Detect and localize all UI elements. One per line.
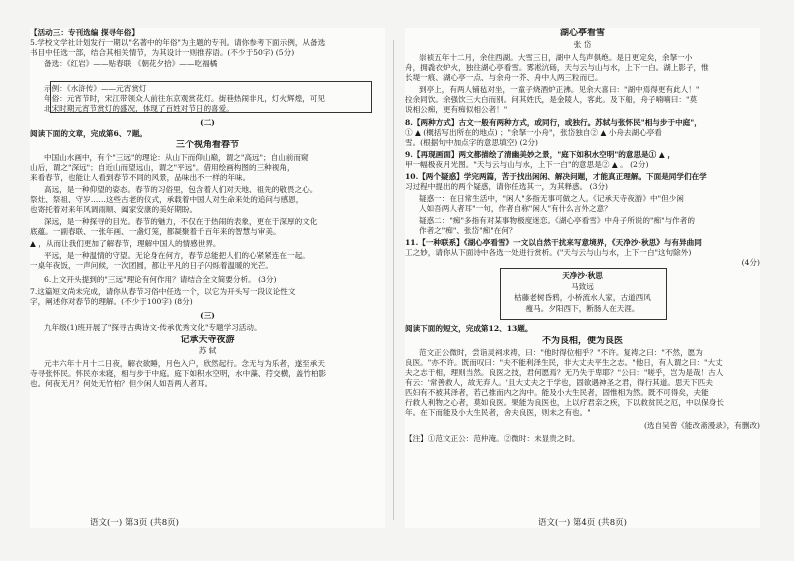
right-line: (选自吴曾《能改斋漫录》，有删改) [643,421,760,430]
left-line: 苏 轼 [198,346,217,355]
left-line: 书目中任选一部，结合其相关情节，为其设计一则推荐语。(不少于50字) (5分) [30,48,295,57]
left-line: 深远，是一种探寻的目光。春节的魅力，不仅在于热闹的表象，更在于深厚的文化 [44,217,318,226]
left-line: (二) [200,118,215,127]
left-line: 一桌年夜饭，一声问候，一次团圆，都让平凡的日子闪烁着温暖的光芒。 [30,261,273,270]
right-line: 良医。"亦不许。既而叹曰："夫不能利泽生民，非大丈夫平生之志。"他日，有人谓之曰："大丈 [405,358,723,367]
right-line: 有云：'常善救人，故无弃人。'且大丈夫之于学也，固欲遇神圣之君，得行其道。思天下匹夫 [405,378,713,387]
right-line: 夫之志于相，理则当然。良医之技，君何愿焉？无乃失于卑耶？"公曰："嗟乎，岂为是哉！古人 [405,368,724,377]
right-line: ① ▲ (概括写出所在的地点) ；"余拏一小舟"，张岱独自② ▲ 小舟去湖心亭看 [405,128,662,137]
left-line: 山后，谓之"深远"；自近山而望远山，谓之"平远"。借用绘画构图的三种视角， [30,163,295,172]
left-line: 中国山水画中，有个"三远"的理论：从山下而仰山巅，谓之"高远"；自山前而窥 [44,153,309,162]
left-line: 九年级(1)班开展了"探寻古典诗文·传承优秀文化"专题学习活动。 [44,323,262,332]
right-line: 工之妙，请你从下面诗中各选一处进行赏析。("天与云与山与水，上下一白"这句除外) [405,248,692,257]
right-line: 匹妇有不被其泽者，若己推而内之沟中。能及小大生民者，固惟相为然。既不可得矣，夫能 [405,388,709,397]
left-line: 字，阐述你对春节的理解。(不少于100字) (8分) [30,297,193,306]
right-line: 天净沙·秋思 [562,271,603,280]
right-line: 到亭上，有两人铺毡对坐，一童子烧酒炉正沸。见余大喜曰："湖中焉得更有此人！" [419,85,700,94]
right-line: 舟，拥毳衣炉火，独往湖心亭看雪。雾凇沆砀，天与云与山与水，上下一白。湖上影子，惟 [405,63,709,72]
right-line: 人如吾两人者耳"一句，作者自称"闲人"有什么言外之意？ [419,204,612,213]
right-line: 习过程中提出的两个疑惑，请你任选其一，为其释惑。 (3分) [405,182,609,191]
right-line: 作者之"痴"、张岱"痴"在何？ [419,226,517,235]
left-line: 【活动三：专刊选编 探寻年俗】 [30,28,139,37]
right-line: 甲一幅极夜月光图。"天与云与山与水，上下一白"的意思是② ▲ 。 (2分) [405,160,649,169]
right-line: 8.【两种方式】古文一般有两种方式，或同行，或独行。苏轼与张怀民"相与步于中庭"， [405,118,702,127]
right-line: 不为良相，便为良医 [541,336,623,346]
exam-page-4 [405,28,760,528]
left-line: 记承天寺夜游 [180,335,235,345]
right-line: 崇祯五年十二月，余住西湖。大雪三日，湖中人鸟声俱绝。是日更定矣，余拏一小 [419,53,693,62]
right-line: 湖心亭看雪 [559,28,605,38]
poem-box [500,268,667,320]
right-line: 11.【一种联系】《湖心亭看雪》一文以自然干扰来写意境界，《天净沙·秋思》与有异曲同 [405,238,702,247]
right-line: 枯藤老树昏鸦，小桥流水人家，古道西风 [514,293,651,302]
right-line: (4分) [741,258,760,267]
right-line: 9.【再现画面】两文都描绘了清幽美妙之景，"庭下如积水空明"的意思是① ▲ ， [405,150,675,159]
page-footer: 语文(一) 第3页 (共8页) [90,518,179,528]
left-line: 北宋时期元宵节赏灯的盛况，体现了百姓对节日的喜爱。 [44,104,234,113]
right-line: 说相公痴，更有痴似相公者！" [405,105,508,114]
right-line: 瘦马。夕阳西下，断肠人在天涯。 [525,304,640,313]
right-line: 【注】①范文正公：范仲淹。②微时：未显贵之时。 [405,434,580,443]
right-line: 疑惑二："痴"多指有对某事物极度迷恋。《湖心亭看雪》中舟子所说的"痴"与作者的 [419,216,695,225]
left-line: 来看春节，也能让人看到春节不同的风景，品味出不一样的年味。 [30,173,251,182]
left-line: 底蕴。一副春联、一张年画、一盏灯笼，都凝聚着千百年来的智慧与审美。 [30,227,281,236]
page-divider [393,40,394,520]
right-line: 阅读下面的短文，完成第12、13题。 [405,324,533,333]
left-line: 5.学校文学社计划发行一期以"名著中的年俗"为主题的专刊。请你参考下面示例，从备选 [30,38,326,47]
right-line: 马致远 [571,282,594,291]
left-line: 备选：《红岩》——贴春联 《朝花夕拾》——吃福橘 [44,59,218,68]
left-line: 平远，是一种温情的守望。无论身在何方，春节总能把人们的心紧紧连在一起。 [44,251,310,260]
right-line: 10.【两个疑惑】学完两篇，苦于找出闲闲、解决问题，才能真正理解。下面是同学们在学 [405,172,707,181]
left-line: 元丰六年十月十二日夜，解衣欲睡，月色入户，欣然起行。念无与为乐者，遂至承天 [44,359,325,368]
left-line: (三) [200,311,215,320]
page-footer: 语文(一) 第4页 (共8页) [538,518,627,528]
left-line: 阅读下面的文章，完成第6、7题。 [30,129,147,138]
left-line: 也寄托着对来年风调雨顺、阖家安康的美好期盼。 [30,205,198,214]
left-line: ▲ ，从而让我们更加了解春节，理解中国人的情感世界。 [30,239,221,248]
left-line: 三个视角看春节 [175,140,239,150]
left-line: 6.上文开头提到的"三远"理论有何作用？请结合全文简要分析。 (3分) [44,275,277,284]
left-line: 寺寻张怀民。怀民亦未寝，相与步于中庭。庭下如积水空明，水中藻、荇交横，盖竹柏影 [30,369,327,378]
right-line: 范文正公微时，尝诣灵祠求祷，曰："他时得位相乎？"不许。复祷之曰："不然，愿为 [419,348,703,357]
left-line: 高远，是一种仰望的姿态。春节的习俗里，包含着人们对天地、祖先的敬畏之心。 [44,185,318,194]
left-line: 7.这篇短文尚未完成，请你从春节习俗中任选一个，以它为开头写一段议论性文 [30,287,296,296]
left-line: 年俗：元宵节时，宋江带领众人前往东京观赏花灯。街巷热闹非凡，灯火辉煌，可见 [44,94,325,103]
right-line: 雪。(根据句中加点字的意思填空) (2分) [405,138,539,147]
example-box [50,81,372,113]
right-line: 张 岱 [573,40,592,49]
left-line: 祭灶、祭祖、守岁……这些古老的仪式，承载着中国人对生命来处的追问与感恩， [30,195,304,204]
right-line: 拉余同饮。余强饮三大白而别。问其姓氏，是金陵人，客此。及下船，舟子喃喃曰："莫 [405,95,698,104]
right-line: 疑惑一：在日常生活中，"闲人"多指无事可做之人。《记承天寺夜游》中"但少闲 [419,194,684,203]
left-line: 也。何夜无月？何处无竹柏？但少闲人如吾两人者耳。 [30,379,213,388]
left-line: 示例：《水浒传》——元宵赏灯 [44,84,147,93]
exam-page-3 [30,28,385,528]
right-line: 长堤一痕、湖心亭一点、与余舟一芥、舟中人两三粒而已。 [405,73,603,82]
right-line: 行救人利物之心者，莫如良医。果能为良医也，上以疗君亲之疾，下以救贫民之厄，中以保身长 [405,398,724,407]
right-line: 年。在下而能及小大生民者，舍夫良医，则未之有也。" [405,408,591,417]
